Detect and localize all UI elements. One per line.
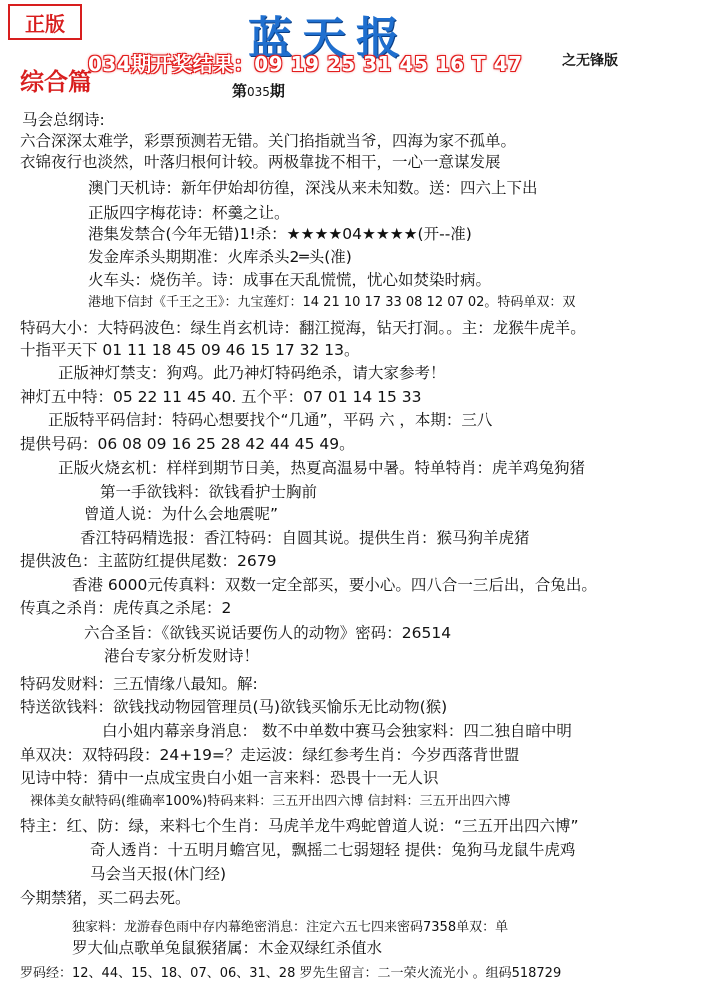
text-line: 罗码经：12、44、15、18、07、06、31、28 罗先生留言：二一荣火流光小 。组码518729	[20, 966, 562, 981]
text-line: 十指平天下 01 11 18 45 09 46 15 17 32 13。	[20, 341, 360, 359]
text-line: 发金库杀头期期准：火库杀头2═头(准)	[88, 248, 352, 266]
text-line: 特码发财料：三五情缘八最知。解:	[20, 675, 258, 693]
text-line: 香港 6000元传真料：双数一定全部买，要小心。四八合一三后出，合兔出。	[72, 576, 597, 594]
text-line: 单双决：双特码段：24+19=？走运波：绿红参考生肖：今岁西落背世盟	[20, 746, 520, 764]
text-line: 马会总纲诗:	[22, 111, 105, 129]
section-title: 综合篇	[20, 67, 92, 96]
lottery-result-banner: 034期开奖结果：09 19 25 31 45 16 T 47	[88, 52, 523, 76]
text-line: 港集发禁合(今年无错)1!杀：★★★★04★★★★(开--准)	[88, 225, 472, 243]
text-line: 港地下信封《千王之王》：九宝莲灯：14 21 10 17 33 08 12 07 02。特码单双：双	[88, 295, 576, 310]
text-line: 火车头：烧伤羊。诗：成事在天乱慌慌，忧心如焚染时病。	[88, 271, 492, 289]
genuine-stamp	[8, 4, 82, 40]
text-line: 马会当天报(休门经)	[90, 865, 227, 883]
paper-title: 蓝天报	[248, 13, 410, 64]
text-line: 特码大小：大特码波色：绿生肖玄机诗：翻江搅海，钻天打洞。。主：龙猴牛虎羊。	[20, 319, 586, 337]
issue-number: 035	[247, 85, 270, 99]
text-line: 正版特平码信封：特码心想要找个“几通”，平码 六 ，本期：三八	[48, 411, 493, 429]
text-line: 今期禁猪，买二码去死。	[20, 889, 191, 907]
text-line: 曾道人说：为什么会地震呢”	[84, 505, 279, 523]
text-line: 见诗中特：猜中一点成宝贵白小姐一言来料：恐畏十一无人识	[20, 769, 439, 787]
text-line: 六合深深太难学，彩票预测若无错。关门掐指就当爷，四海为家不孤单。	[20, 132, 517, 150]
text-line: 香江特码精选报：香江特码：自圆其说。提供生肖：猴马狗羊虎猪	[80, 529, 530, 547]
text-line: 港台专家分析发财诗！	[104, 647, 260, 665]
text-line: 正版火烧玄机：样样到期节日美，热夏高温易中暑。特单特肖：虎羊鸡兔狗猪	[58, 459, 586, 477]
edition-label: 之无锋版	[562, 53, 618, 69]
text-line: 正版神灯禁支：狗鸡。此乃神灯特码绝杀，请大家参考！	[58, 364, 446, 382]
text-line: 衣锦夜行也淡然，叶落归根何计较。两极靠拢不相干，一心一意谋发展	[20, 153, 501, 171]
issue-suffix: 期	[269, 82, 285, 100]
text-line: 澳门天机诗：新年伊始却彷徨，深浅从来未知数。送：四六上下出	[88, 179, 538, 197]
text-line: 奇人透肖：十五明月蟾宫见，飘摇二七弱翅轻 提供：兔狗马龙鼠牛虎鸡	[90, 841, 576, 859]
text-line: 裸体美女献特码(维确率100%)特码来料：三五开出四六博 信封料：三五开出四六博	[30, 794, 511, 809]
text-line: 神灯五中特：05 22 11 45 40. 五个平：07 01 14 15 33	[20, 388, 422, 406]
text-line: 特主：红、防：绿，来料七个生肖：马虎羊龙牛鸡蛇曾道人说：“三五开出四六博”	[20, 817, 579, 835]
text-line: 六合圣旨：《欲钱买说话要伤人的动物》密码：26514	[84, 624, 452, 642]
text-line: 独家料：龙游春色雨中存内幕绝密消息：注定六五七四来密码7358单双：单	[72, 920, 509, 935]
text-line: 正版四字梅花诗：杯羹之让。	[88, 204, 290, 222]
text-line: 提供号码：06 08 09 16 25 28 42 44 45 49。	[20, 435, 355, 453]
text-line: 白小姐内幕亲身消息： 数不中单数中赛马会独家料：四二独自暗中明	[102, 722, 572, 740]
issue-label	[232, 80, 285, 101]
text-line: 罗大仙点歌单兔鼠猴猪属：木金双绿红杀值水	[72, 939, 383, 957]
stamp-text: 正版	[25, 11, 65, 36]
text-line: 第一手欲钱料：欲钱看护士胸前	[100, 483, 318, 501]
issue-prefix: 第	[232, 82, 248, 100]
text-line: 特送欲钱料：欲钱找动物园管理员(马)欲钱买愉乐无比动物(猴)	[20, 698, 448, 716]
text-line: 提供波色：主蓝防红提供尾数：2679	[20, 552, 277, 570]
text-line: 传真之杀肖：虎传真之杀尾：2	[20, 599, 232, 617]
